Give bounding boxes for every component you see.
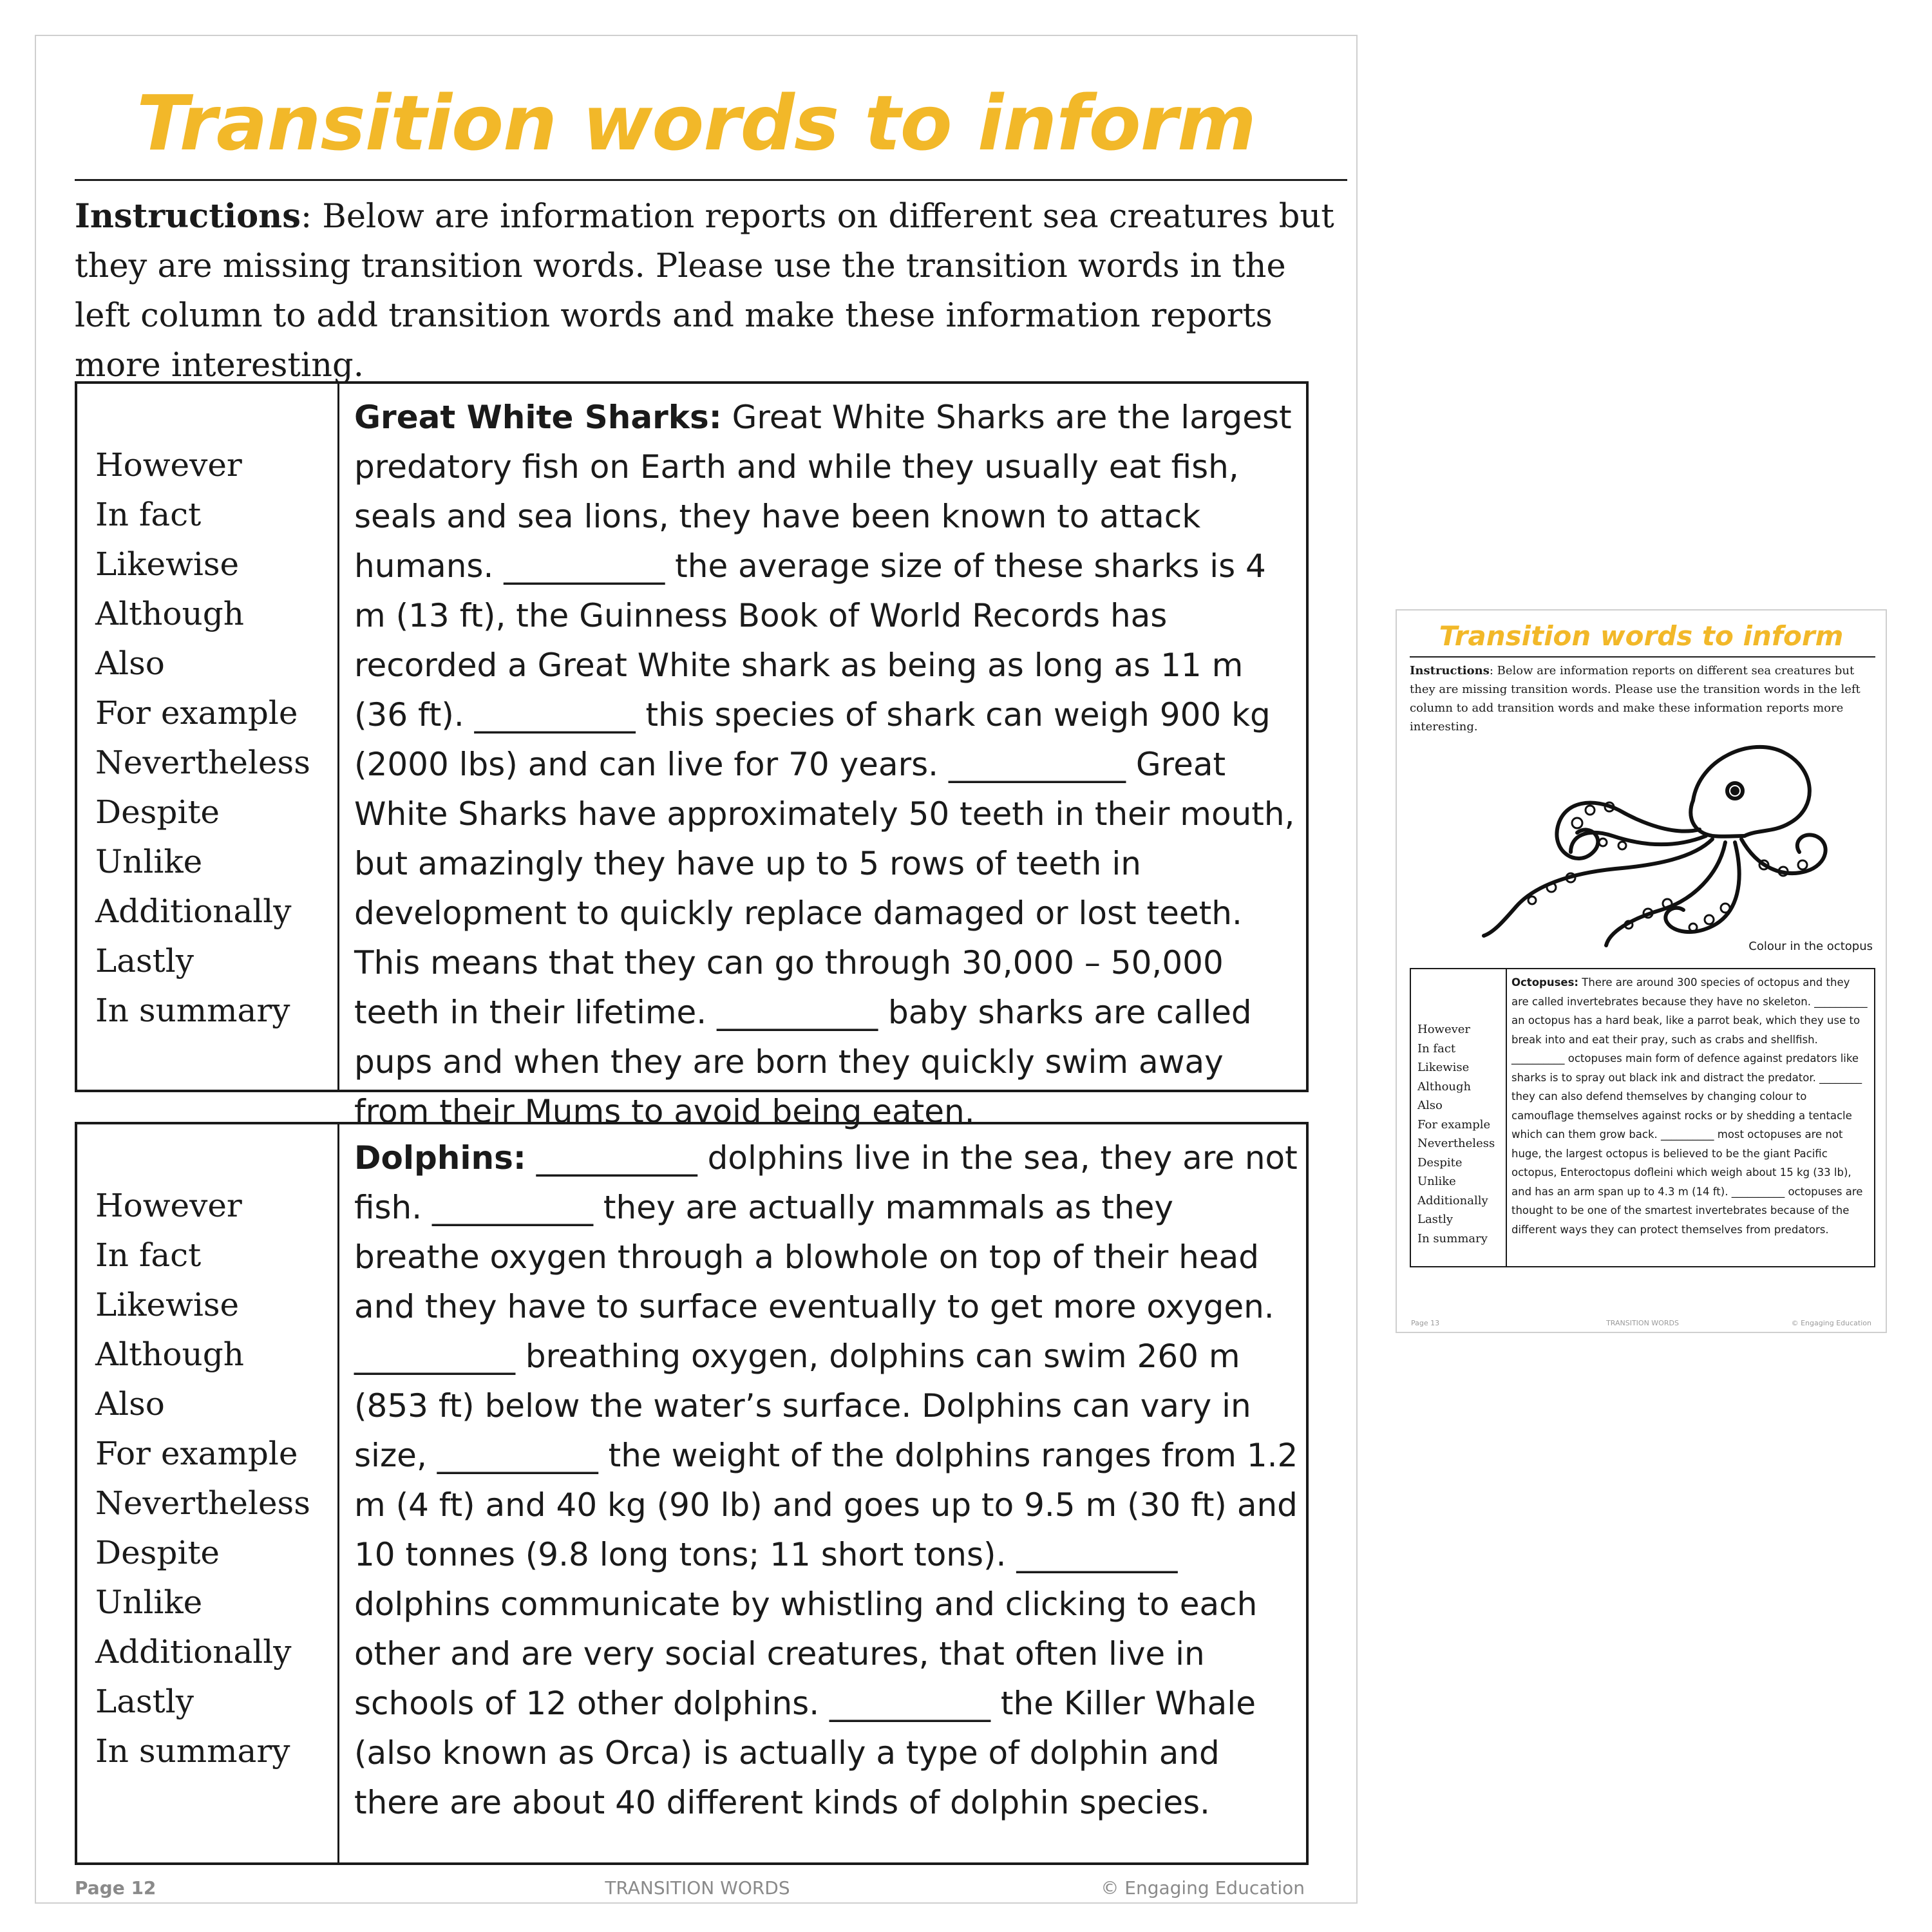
sharks-report	[354, 393, 1301, 1137]
transition-word: In fact	[1417, 1041, 1456, 1056]
thumbnail-footer-section-title: TRANSITION WORDS	[1606, 1319, 1679, 1327]
transition-word: Likewise	[1417, 1061, 1470, 1074]
transition-word: In fact	[95, 496, 202, 533]
column-divider	[337, 384, 339, 1090]
transition-word: For example	[95, 694, 298, 732]
transition-word: In fact	[95, 1236, 202, 1274]
octopus-illustration-icon	[1481, 739, 1835, 952]
transition-word: Nevertheless	[95, 1484, 310, 1522]
transition-word: Nevertheless	[1417, 1137, 1495, 1150]
thumbnail-caption: Colour in the octopus	[1748, 940, 1873, 953]
transition-word: In summary	[1417, 1231, 1488, 1245]
instructions-text: : Below are information reports on different sea creatures but they are missing transition words. Please use the transition words in the left column to add transition words and make these information reports more interesting.	[75, 198, 1334, 384]
transition-word: However	[1417, 1023, 1471, 1036]
title-divider	[75, 179, 1347, 181]
transition-word: For example	[1417, 1117, 1491, 1132]
transition-word: Additionally	[95, 893, 292, 930]
sharks-report-text: Great White Sharks are the largest predatory fish on Earth and while they usually eat fish, seals and sea lions, they have been known to attack humans. __________ the average size of these sharks is 4 m (13 ft), the Guinness Book of World Records has recorded a Great White shark as being as long as 11 m (36 ft). __________ this species of shark can weigh 900 kg (2000 lbs) and can live for 70 years. ___________ Great White Sharks have approximately 50 teeth in their mouth, but amazingly they have up to 5 rows of teeth in development to quickly replace damaged or lost teeth. This means that they can go through 30,000 – 50,000 teeth in their lifetime. __________ baby sharks are called pups and when they are born they quickly swim away from their Mums to avoid being eaten.	[354, 399, 1295, 1130]
transition-word: For example	[95, 1435, 298, 1472]
footer-section-title: TRANSITION WORDS	[605, 1877, 790, 1899]
thumbnail-title-divider	[1410, 656, 1875, 658]
transition-word: Likewise	[95, 545, 240, 583]
transition-word: Despite	[1417, 1155, 1463, 1170]
transition-word: However	[95, 1187, 242, 1224]
transition-word: Although	[1417, 1079, 1472, 1094]
transition-word-list	[95, 440, 334, 1036]
dolphins-report	[354, 1133, 1301, 1828]
footer-page-number: Page 12	[75, 1877, 156, 1899]
page-title: Transition words to inform	[137, 79, 1256, 167]
dolphins-report-heading: Dolphins:	[354, 1139, 526, 1177]
transition-word: Although	[95, 1336, 244, 1373]
transition-word: However	[95, 446, 242, 484]
thumbnail-instructions-label: Instructions	[1410, 664, 1490, 677]
sharks-exercise-table	[75, 381, 1309, 1130]
transition-word: Additionally	[95, 1633, 292, 1671]
transition-word: Lastly	[95, 1683, 194, 1720]
transition-word: Also	[95, 1385, 165, 1423]
octopus-exercise-table	[1410, 968, 1875, 1267]
transition-word: In summary	[95, 1732, 290, 1770]
transition-word: Unlike	[1417, 1175, 1456, 1188]
transition-word: Although	[95, 595, 244, 632]
thumbnail-instructions-text: : Below are information reports on different sea creatures but they are missing transition words. Please use the transition words in the left column to add transition words and make these information reports more interesting.	[1410, 664, 1861, 734]
transition-word-list	[1417, 1020, 1495, 1248]
transition-word: In summary	[95, 992, 290, 1029]
transition-word-list	[95, 1181, 334, 1776]
transition-word: Despite	[95, 1534, 220, 1571]
transition-word: Despite	[95, 793, 220, 831]
octopus-report-heading: Octopuses:	[1511, 976, 1579, 989]
column-divider	[337, 1124, 339, 1862]
worksheet-page-13-thumbnail[interactable]	[1396, 609, 1887, 1333]
instructions-paragraph	[75, 192, 1347, 390]
dolphins-exercise-table	[75, 1122, 1309, 1865]
thumbnail-footer-page-number: Page 13	[1411, 1319, 1440, 1327]
octopus-report-text: There are around 300 species of octopus and they are called invertebrates because they have no skeleton. __________ an octopus has a hard beak, like a parrot beak, which they use to break into and eat their pray, such as crabs and shellfish. __________ octopuses main form of defence against predators like sharks is to spray out black ink and distract the predator. ________ they can also defend themselves by changing colour to camouflage themselves against rocks or by shedding a tentacle which can them grow back. __________ most octopuses are not huge, the largest octopus is believed to be the giant Pacific octopus, Enteroctopus dofleini which weigh about 15 kg (33 lb), and has an arm span up to 4.3 m (14 ft). __________ octopuses are thought to be one of the smartest invertebrates because of the different ways they can protect themselves from predators.	[1511, 976, 1868, 1236]
transition-word: Likewise	[95, 1286, 240, 1323]
transition-word: Lastly	[95, 942, 194, 980]
transition-word: Also	[1417, 1099, 1443, 1112]
worksheet-page-12	[35, 35, 1358, 1904]
dolphins-report-text: __________ dolphins live in the sea, they are not fish. __________ they are actually mammals as they breathe oxygen through a blowhole on top of their head and they have to surface eventually to get more oxygen. __________ breathing oxygen, dolphins can swim 260 m (853 ft) below the water’s surface. Dolphins can vary in size, __________ the weight of the dolphins ranges from 1.2 m (4 ft) and 40 kg (90 lb) and goes up to 9.5 m (30 ft) and 10 tonnes (9.8 long tons; 11 short tons). __________ dolphins communicate by whistling and clicking to each other and are very social creatures, that often live in schools of 12 other dolphins. __________ the Killer Whale (also known as Orca) is actually a type of dolphin and there are about 40 different kinds of dolphin species.	[354, 1139, 1298, 1821]
transition-word: Unlike	[95, 1584, 203, 1621]
column-divider	[1506, 969, 1507, 1266]
transition-word: Unlike	[95, 843, 203, 880]
octopus-report	[1511, 973, 1870, 1239]
transition-word: Lastly	[1417, 1213, 1454, 1226]
thumbnail-instructions	[1410, 661, 1875, 736]
transition-word: Additionally	[1417, 1193, 1488, 1208]
transition-word: Nevertheless	[95, 744, 310, 781]
thumbnail-footer-copyright: © Engaging Education	[1791, 1319, 1871, 1327]
instructions-label: Instructions	[75, 197, 301, 236]
transition-word: Also	[95, 645, 165, 682]
footer-copyright: © Engaging Education	[1101, 1877, 1305, 1899]
sharks-report-heading: Great White Sharks:	[354, 399, 722, 436]
thumbnail-title: Transition words to inform	[1439, 620, 1844, 652]
